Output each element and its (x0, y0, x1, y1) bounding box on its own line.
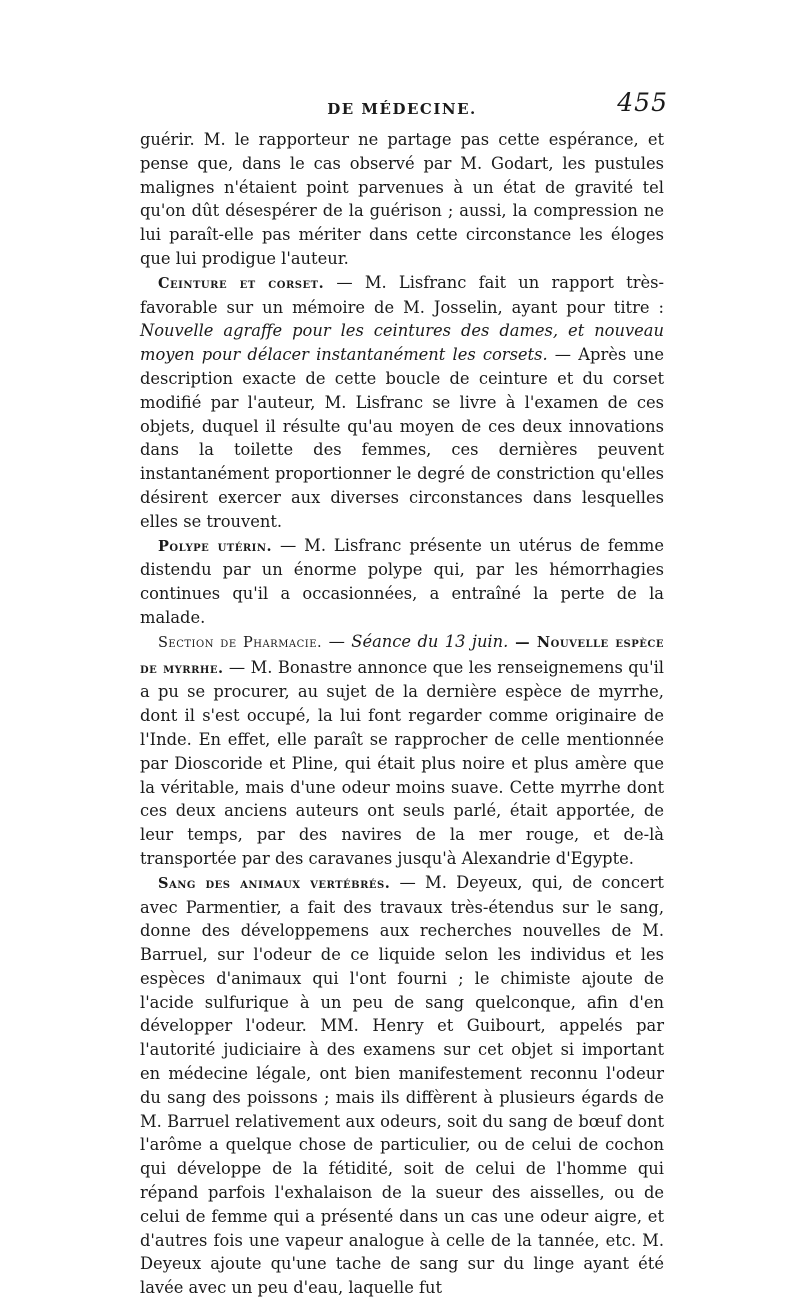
book-page (140, 88, 668, 1300)
session-date: Séance du 13 juin. (351, 631, 509, 651)
paragraph-text: — Après une description exacte de cette boucle de ceinture et du corset modifié par l'auteur, M. Lisfranc se livre à l'examen de ces objets, duquel il résulte qu'au moyen de ces deux innovations dans la toilette des femmes, ces dernières peuvent instantanément proportionner le degré de constriction qu'elles désirent exercer aux diverses circonstances dans lesquelles elles se trouvent. (140, 345, 664, 531)
paragraph-polype-uterin (140, 534, 664, 630)
section-title: Section de Pharmacie. (158, 634, 323, 651)
page-number: 455 (617, 88, 668, 117)
section-heading: Polype utérin. (158, 537, 273, 555)
section-heading: Sang des animaux vertébrés. (158, 874, 391, 892)
running-title: DE MÉDECINE. (327, 100, 477, 118)
paragraph-text: — M. Lisfranc présente un utérus de femme distendu par un énorme polype qui, par les hémorrhagies continues qu'il a occasionnées, a entraîné la perte de la malade. (140, 535, 665, 627)
paragraph-myrrhe (140, 630, 664, 871)
section-heading: Ceinture et corset. (158, 274, 325, 292)
paragraph-text: guérir. M. le rapporteur ne partage pas cette espérance, et pense que, dans le cas observé par M. Godart, les pustules malignes n'étaient point parvenues à un état de gravité tel qu'on dût désespérer de la guérison ; aussi, la compression ne lui paraît-elle pas mériter dans cette circonstance les éloges que lui prodigue l'auteur. (140, 130, 664, 268)
paragraph-text: — M. Lisfranc fait un rapport très-favorable sur un mémoire de M. Josselin, ayant pour titre : (140, 272, 664, 317)
paragraph-ceinture-corset (140, 271, 664, 534)
body-text (140, 128, 664, 1300)
paragraph-text: — M. Bonastre annonce que les renseignemens qu'il a pu se procurer, au sujet de la dernière espèce de myrrhe, dont il s'est occupé, la lui font regarder comme originaire de l'Inde. En effet, elle paraît se rapprocher de celle mentionnée par Dioscoride et Pline, qui était plus noire et plus amère que la véritable, mais d'une odeur moins suave. Cette myrrhe dont ces deux anciens auteurs ont seuls parlé, était apportée, de leur temps, par des navires de la mer rouge, et de-là transportée par des caravanes jusqu'à Alexandrie d'Egypte. (140, 657, 665, 868)
paragraph-text: — M. Deyeux, qui, de concert avec Parmentier, a fait des travaux très-étendus sur le sang, donne des développemens aux recherches nouvelles de M. Barruel, sur l'odeur de ce liquide selon les individus et les espèces d'animaux qui l'ont fourni ; le chimiste ajoute de l'acide sulfurique à un peu de sang quelconque, afin d'en développer l'odeur. MM. Henry et Guibourt, appelés par l'autorité judiciaire à des examens sur cet objet si important en médecine légale, ont bien manifestement reconnu l'odeur du sang des poissons ; mais ils diffèrent à plusieurs égards de M. Barruel relativement aux odeurs, soit du sang de bœuf dont l'arôme a quelque chose de particulier, ou de celui de cochon qui développe de la fétidité, soit de celui de l'homme qui répand parfois l'exhalaison de la sueur des aisselles, ou de celui de femme qui a présenté dans un cas une odeur aigre, et d'autres fois une vapeur analogue à celle de la tannée, etc. M. Deyeux ajoute qu'une tache de sang sur du linge ayant été lavée avec un peu d'eau, laquelle fut (140, 872, 664, 1298)
separator: — (322, 631, 352, 651)
memoir-title: Nouvelle agraffe pour les ceintures des dames, et nouveau moyen pour délacer instantanément les corsets. (140, 321, 664, 365)
section-heading: — Nouvelle espèce de myrrhe. (140, 633, 664, 677)
paragraph-continuation (140, 128, 664, 271)
running-head (140, 88, 668, 122)
paragraph-sang (140, 871, 664, 1300)
